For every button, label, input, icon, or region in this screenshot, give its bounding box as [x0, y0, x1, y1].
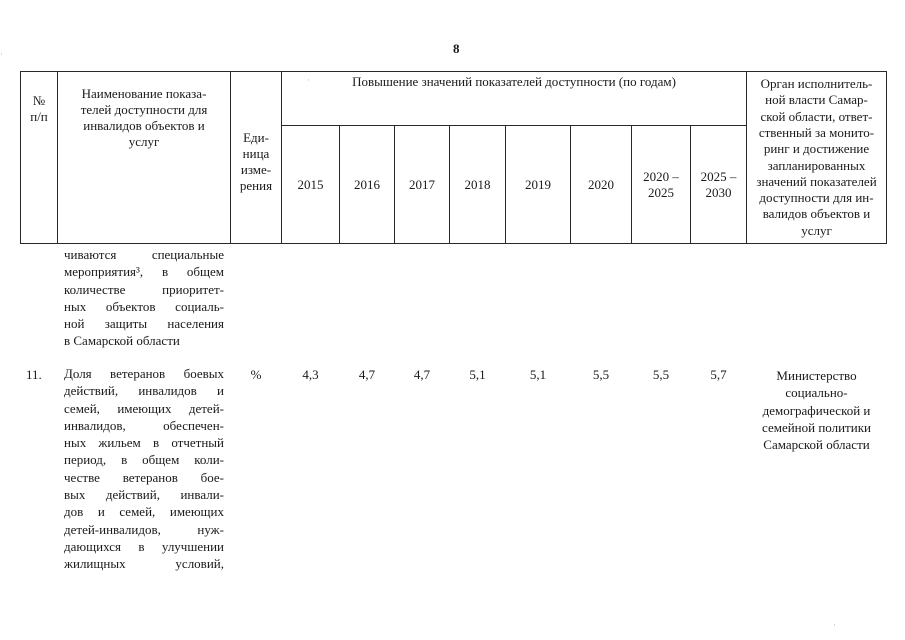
header-year-2020: 2020	[588, 177, 614, 192]
header-indicator-name: Наименование показа- телей доступности для инвалидов объектов и услуг	[80, 86, 208, 149]
row-11-name-line: действий, инвалидов и	[64, 383, 224, 399]
row-11-name-line: дов и семей, имеющих	[64, 504, 224, 520]
scan-speck: ·	[833, 620, 836, 630]
scan-speck: ·	[307, 75, 310, 85]
row-11-name-line: период, в общем коли-	[64, 452, 224, 468]
header-num: № п/п	[30, 92, 48, 124]
row-11-unit: %	[250, 367, 262, 382]
row-11-value-2020: 5,5	[592, 367, 610, 382]
row-11-value-2019: 5,1	[529, 367, 547, 382]
page-number: 8	[453, 41, 460, 56]
row-11-value-2018: 5,1	[469, 367, 486, 382]
continued-line: в Самарской области	[64, 333, 180, 349]
header-bottom-border	[20, 243, 886, 244]
scan-speck: ·	[0, 49, 3, 59]
row-11-name-line: дающихся в улучшении	[64, 538, 224, 554]
row-11-value-2016: 4,7	[358, 367, 376, 382]
row-11-value-2015: 4,3	[302, 367, 319, 382]
row-11-name	[64, 365, 224, 573]
continued-line: количестве приоритет-	[64, 281, 224, 297]
header-authority: Орган исполнитель- ной власти Самар- ской области, ответ- ственный за монито- ринг и достижение запланированных значений показателей доступности для ин- валидов объектов и услуг	[756, 76, 877, 238]
row-11-name-line: жилищных условий,	[64, 556, 224, 572]
row-11-num: 11.	[26, 367, 42, 382]
header-unit-text: Еди- ница изме- рения	[239, 130, 273, 193]
continued-line: чиваются специальные	[64, 247, 224, 262]
col-divider-right	[886, 71, 887, 244]
row-11-name-line: ных жильем в отчетный	[64, 435, 224, 451]
row-11-value-2020-2025: 5,5	[652, 367, 670, 382]
continued-line: ной защиты населения	[64, 316, 224, 332]
continued-line: мероприятия³, в общем	[64, 264, 224, 280]
years-group-underline	[281, 125, 746, 126]
row-11-name-line: честве ветеранов бое-	[64, 469, 224, 485]
col-divider-unit	[281, 71, 282, 244]
header-years-group: Повышение значений показателей доступности (по годам)	[352, 74, 676, 89]
row-11-name-line: детей-инвалидов, нуж-	[64, 521, 224, 537]
header-year-2015: 2015	[297, 177, 324, 192]
row-11-value-2017: 4,7	[413, 367, 431, 382]
continued-row-name	[64, 246, 224, 350]
row-11-name-line: вых действий, инвали-	[64, 487, 224, 503]
row-11-authority: Министерство социально- демографической и семейной политики Самарской области	[762, 368, 871, 453]
header-year-2025-2030: 2025 – 2030	[700, 169, 737, 200]
header-year-2016: 2016	[354, 177, 380, 192]
row-11-name-line: инвалидов, обеспечен-	[64, 417, 224, 433]
header-year-2019: 2019	[525, 177, 551, 192]
header-year-2020-2025: 2020 – 2025	[643, 169, 679, 200]
continued-line: ных объектов социаль-	[64, 298, 224, 314]
row-11-value-2025-2030: 5,7	[710, 367, 727, 382]
row-11-name-line: Доля ветеранов боевых	[64, 366, 224, 381]
row-11-name-line: семей, имеющих детей-	[64, 400, 224, 416]
header-year-2018: 2018	[464, 177, 491, 192]
header-year-2017: 2017	[409, 177, 435, 192]
